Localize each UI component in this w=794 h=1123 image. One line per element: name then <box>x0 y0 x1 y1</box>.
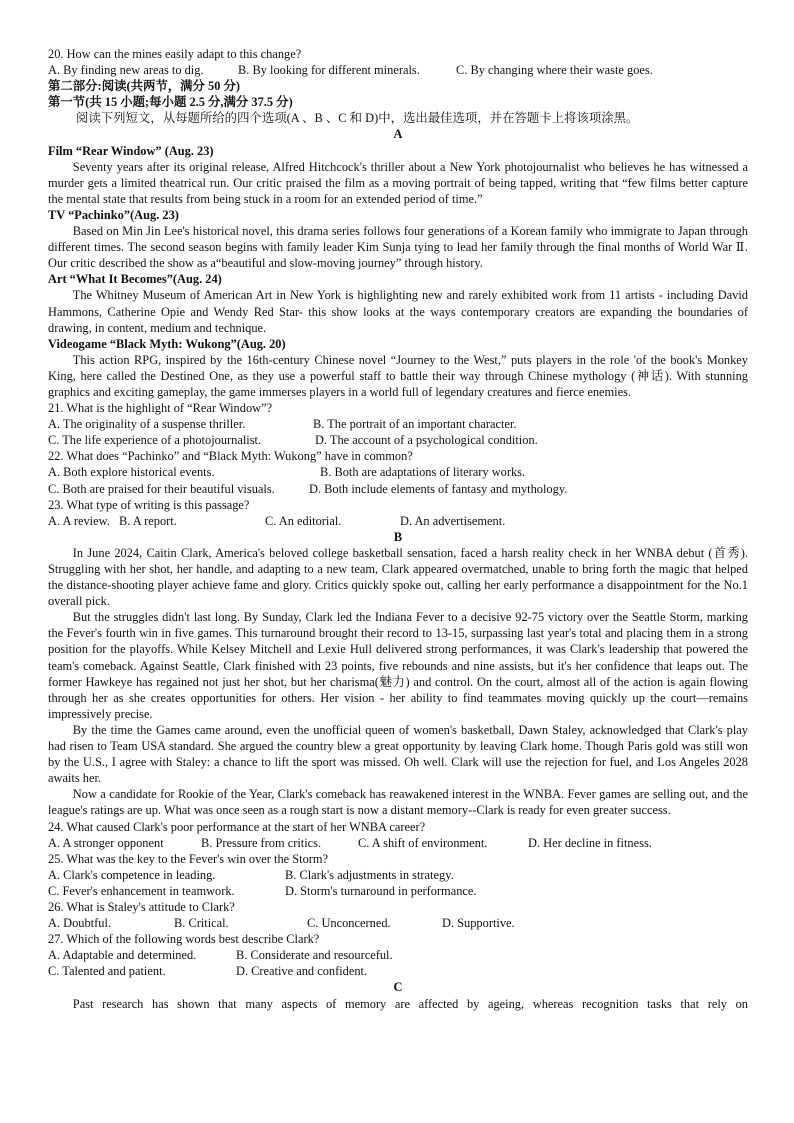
item-text: This action RPG, inspired by the 16th-century Chinese novel “Journey to the West,” puts players in the role 'of the book's Monkey King, here called the Destined One, as they use a powerful staff to battle their way through Chinese mythology (神话). With stunning graphics and exciting gameplay, the game immerses players in a world full of legendary creatures and fierce enemies. <box>48 352 748 399</box>
paragraph: By the time the Games came around, even the unofficial queen of women's basketball, Dawn Staley, acknowledged that Clark's play had risen to Team USA standard. She argued the country blew a great opportunity by leaving Clark home. Though Paris gold was still won by the U.S., I agree with Staley: a chance to lift the sport was missed. Oh well. Clark will use the rejection for fuel, and Los Angeles 2028 awaits her. <box>48 722 748 786</box>
question-stem: 26. What is Staley's attitude to Clark? <box>48 899 235 914</box>
options-row <box>48 947 748 963</box>
option-c: C. The life experience of a photojournalist. <box>48 433 262 448</box>
passage-b-label: B <box>393 529 403 544</box>
q20-options <box>48 62 748 78</box>
option-d: D. Storm's turnaround in performance. <box>285 883 477 898</box>
option-c: C. Unconcerned. <box>307 916 391 931</box>
question-stem: 21. What is the highlight of “Rear Window”? <box>48 401 273 416</box>
option-b: B. Critical. <box>174 916 229 931</box>
options-row <box>48 915 748 931</box>
options-row <box>48 867 748 883</box>
options-row <box>48 835 748 851</box>
option-a: A. The originality of a suspense thriller. <box>48 417 246 432</box>
options-row <box>48 963 748 979</box>
option-a: A. Both explore historical events. <box>48 465 215 480</box>
item-text: The Whitney Museum of American Art in New York is highlighting new and rarely exhibited work from 11 artists - including David Hammons, Catherine Opie and Wendy Red Star- this show looks at the ways contemporary creators are expanding the boundaries of drawing, in content, medium and technique. <box>48 288 748 335</box>
item-heading: Film “Rear Window” (Aug. 23) <box>48 143 214 158</box>
option-c: C. An editorial. <box>265 513 342 528</box>
instructions: 阅读下列短文，从每题所给的四个选项(A 、B 、C 和 D)中，选出最佳选项，并在答题卡上将该项涂黑。 <box>76 111 639 126</box>
item-heading: TV “Pachinko”(Aug. 23) <box>48 207 179 222</box>
part-title: 第一节(共 15 小题;每小题 2.5 分,满分 37.5 分) <box>48 95 293 110</box>
paragraph: But the struggles didn't last long. By Sunday, Clark led the Indiana Fever to a decisive 92-75 victory over the Seattle Storm, marking the Fever's fourth win in five games. This turnaround brought their record to 13-15, surpassing last year's total and placing them in a strong position for the playoffs. While Kelsey Mitchell and Lexie Hull delivered strong performances, it was Clark's leadership that powered the team's comeback. Against Seattle, Clark finished with 23 points, five rebounds and nine assists, but it's her confidence that leaps out. The former Hawkeye has regained not just her shot, but her charisma(魅力) and control. On the court, almost all of the action is again flowing through her as she creates opportunities for others. Her vision - her ability to find teammates moving quickly up the court—remains impressively precise. <box>48 610 748 721</box>
item-text: Seventy years after its original release, Alfred Hitchcock's thriller about a New York photojournalist who believes he has witnessed a murder gets a limited theatrical run. Our critic praised the film as a moving portrait of being tapped, writing that “few films better capture the mental state that results from being stuck in a room for an extended period of time.” <box>48 159 748 206</box>
option-a: A. Adaptable and determined. <box>48 948 197 963</box>
option-b: B. Both are adaptations of literary works. <box>320 465 526 480</box>
options-row <box>48 416 748 432</box>
option-c: C. Fever's enhancement in teamwork. <box>48 883 235 898</box>
item-text: Based on Min Jin Lee's historical novel, this drama series follows four generations of a Korean family who immigrate to Japan through different times. The second season begins with family leader Kim Sunja tying to lead her family through the final months of World War Ⅱ. Our critic described the show as a“beautiful and slow-moving journey” through history. <box>48 224 748 271</box>
option-d: D. Creative and confident. <box>236 964 368 979</box>
option-d: D. Supportive. <box>442 916 515 931</box>
q20-stem: 20. How can the mines easily adapt to this change? <box>48 47 302 61</box>
option-c: C. A shift of environment. <box>358 835 488 850</box>
option-d: D. An advertisement. <box>400 513 506 528</box>
section-title: 第二部分:阅读(共两节，满分 50 分) <box>48 79 241 94</box>
option-d: D. The account of a psychological condition. <box>315 433 538 448</box>
passage-c-label: C <box>393 980 403 995</box>
option-b: B. The portrait of an important character. <box>313 417 517 432</box>
option-d: D. Her decline in fitness. <box>528 835 652 850</box>
options-row <box>48 464 748 480</box>
exam-page <box>48 46 748 1012</box>
passage-a-label: A <box>393 127 403 142</box>
question-stem: 23. What type of writing is this passage? <box>48 497 250 512</box>
options-row <box>48 513 748 529</box>
option-a: A. A review. <box>48 513 110 528</box>
options-row <box>48 883 748 899</box>
paragraph: Now a candidate for Rookie of the Year, Clark's comeback has reawakened interest in the WNBA. Fever games are selling out, and the league's ratings are up. What was once seen as a rough start is now a distant memory--Clark is ready for even greater success. <box>48 787 748 818</box>
question-stem: 25. What was the key to the Fever's win over the Storm? <box>48 851 329 866</box>
option-a: A. A stronger opponent <box>48 835 164 850</box>
option-a: A. Clark's competence in leading. <box>48 867 216 882</box>
option-c: C. By changing where their waste goes. <box>456 63 653 78</box>
option-b: B. Pressure from critics. <box>201 835 322 850</box>
question-stem: 27. Which of the following words best describe Clark? <box>48 932 320 947</box>
question-stem: 24. What caused Clark's poor performance at the start of her WNBA career? <box>48 819 426 834</box>
paragraph: In June 2024, Caitin Clark, America's beloved college basketball sensation, faced a harsh reality check in her WNBA debut (首秀). Struggling with her shot, her handle, and adapting to a new team, Clark appeared overmatched, unable to bring forth the magic that helped the distance-shooting player achieve fame and glory. Critics quickly spoke out, calling her early performance a disappointment for the No.1 overall pick. <box>48 545 748 609</box>
option-a: A. By finding new areas to dig. <box>48 63 204 78</box>
option-b: B. Clark's adjustments in strategy. <box>285 867 454 882</box>
option-b: B. Considerate and resourceful. <box>236 948 393 963</box>
option-d: D. Both include elements of fantasy and mythology. <box>309 481 568 496</box>
option-c: C. Both are praised for their beautiful visuals. <box>48 481 275 496</box>
option-b: B. A report. <box>119 513 177 528</box>
item-heading: Videogame “Black Myth: Wukong”(Aug. 20) <box>48 336 286 351</box>
option-b: B. By looking for different minerals. <box>238 63 420 78</box>
paragraph: Past research has shown that many aspects of memory are affected by ageing, whereas recognition tasks that rely on <box>72 996 748 1011</box>
option-c: C. Talented and patient. <box>48 964 166 979</box>
options-row <box>48 481 748 497</box>
options-row <box>48 432 748 448</box>
question-stem: 22. What does “Pachinko” and “Black Myth: Wukong” have in common? <box>48 449 413 464</box>
option-a: A. Doubtful. <box>48 916 111 931</box>
item-heading: Art “What It Becomes”(Aug. 24) <box>48 272 222 287</box>
